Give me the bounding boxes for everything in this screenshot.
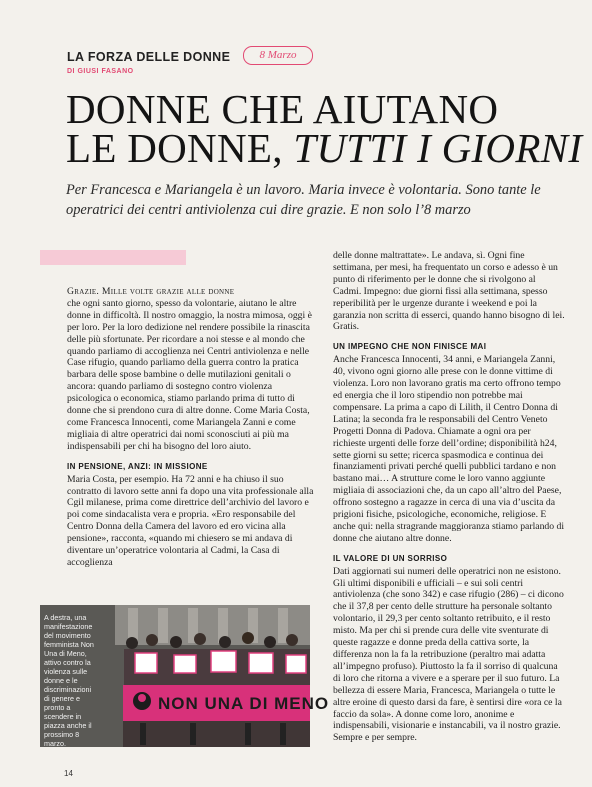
body-paragraph: Anche Francesca Innocenti, 34 anni, e Mariangela Zanni, 40, vivono ogni giorno alle prese con le donne vittime di violenza. Loro non lavorano gratis ma certo offrono tempo ed energia che il loro stipendio non potrebbe mai compensare. La prima a capo di Lilith, il Centro Donna di Latina; la seconda fra le responsabili del Centro Veneto Progetti Donna di Padova. Chiamate a ogni ora per richieste urgenti delle forze dell’ordine; disponibilità h24, sette giorni su sette; ricerca spasmodica e continua dei finanziamenti privati perché quelli pubblici tardano e non bastano mai… A strutture come le loro vanno aggiunte migliaia di associazioni che, da un capo all’altro del Paese, offrono sostegno a ragazze in cerca di una via d’uscita da prigioni fisiche, psicologiche, economiche, religiose. E anche qui: nella stragrande maggioranza stiamo parlando di donne che aiutano altre donne.	[333, 354, 565, 544]
headline-line-2-italic: TUTTI I GIORNI	[293, 125, 583, 171]
photo-caption: A destra, una manifestazione del movimento femminista Non Una di Meno, attivo contro la violenza sulle donne e le discriminazioni di genere e pronto a scendere in piazza anche il prossimo 8 marzo.	[44, 613, 94, 748]
intro-paragraph	[67, 286, 317, 453]
section-title: LA FORZA DELLE DONNE	[67, 50, 231, 64]
right-column	[333, 250, 565, 744]
left-column	[67, 286, 317, 569]
continuation-paragraph: delle donne maltrattate». Le andava, sì. Ogni fine settimana, per mesi, ha frequentato un corso e adesso è un punto di riferimento per le donne che si rivolgono al Cadmi. Impegno: due giorni fissi alla settimana, spesso reperibilità per le urgenze durante i weekend e poi la garanzia non scritta di esserci, quando hanno bisogno di lei. Gratis.	[333, 250, 565, 333]
body-paragraph: Dati aggiornati sui numeri delle operatrici non ne esistono. Gli ultimi disponibili e ufficiali – e sui soli centri antiviolenza (che sono 342) e case rifugio (286) – ci dicono che il 37,8 per cento delle strutture ha personale soltanto volontario, il 29,3 per cento soltanto retribuito, e il resto misto. Ma per chi si prende cura delle vite sventurate di queste ragazze e donne preda della cattiva sorte, la differenza non la fa la retribuzione (peraltro mai adatta all’impegno profuso). Piuttosto la fa il sorriso di qualcuna di loro che ritorna a vivere e a sperare per il suo futuro. La bellezza di essere Maria, Francesca, Mariangela o tutte le altre eroine di questo darsi da fare, è sentirsi dire «ora ce la faccio da sola». A donne come loro, anonime e indispensabili, visionarie e instancabili, va il nostro grazie. Sempre e per sempre.	[333, 565, 564, 744]
body-paragraph: Maria Costa, per esempio. Ha 72 anni e ha chiuso il suo contratto di lavoro sette anni fa dopo una vita professionale alla Cgil milanese, prima come direttrice dell’archivio del lavoro e poi come sindacalista vera e propria. «Ero responsabile del Centro Donna della Camera del lavoro ed ero vicina alla pensione», racconta, «quando mi chiesero se mi andava di diventare un’operatrice volontaria al Cadmi, la Casa di accoglienza	[67, 473, 314, 568]
intro-text: che ogni santo giorno, spesso da volontarie, aiutano le altre donne in difficoltà. Il nostro omaggio, la nostra mimosa, oggi è per loro. Per la loro dedizione nel rendere possibile la rinascita delle più sfortunate. Per ricordare a noi stesse e al mondo che quando parliamo di accoglienza nei Centri antiviolenza e nelle Case rifugio, quando parliamo della guerra contro la pratica barbara delle spose bambine o delle mutilazioni genitali o ancora: quando parliamo di sostegno contro violenza psicologica o economica, stiamo parlando prima di tutto di donne che si prendono cura di altre donne. Come Maria Costa, come Francesca Innocenti, come Mariangela Zanni e come migliaia di altre operatrici dai nomi sconosciuti ai più ma indispensabili per chi ha bisogno del loro aiuto.	[67, 297, 312, 452]
banner-text: NON UNA DI MENO	[158, 694, 330, 713]
subheading-sorriso: IL VALORE DI UN SORRISO	[333, 553, 448, 563]
lead-in: Grazie. Mille volte grazie alle donne	[67, 286, 235, 297]
page-number: 14	[64, 769, 73, 778]
headline	[66, 86, 586, 171]
subheading-pensione: IN PENSIONE, ANZI: IN MISSIONE	[67, 461, 208, 471]
decorative-highlight-bar	[40, 250, 186, 265]
headline-line-1: DONNE CHE AIUTANO	[66, 86, 499, 132]
subheading-impegno: UN IMPEGNO CHE NON FINISCE MAI	[333, 342, 487, 352]
subhead: Per Francesca e Mariangela è un lavoro. Maria invece è volontaria. Sono tante le operatrici dei centri antiviolenza cui dire grazie. E non solo l’8 marzo	[66, 182, 541, 218]
byline: DI GIUSI FASANO	[67, 68, 134, 75]
headline-line-2-roman: LE DONNE,	[66, 125, 283, 171]
date-badge: 8 Marzo	[243, 46, 313, 65]
headline-line-2	[66, 125, 586, 171]
